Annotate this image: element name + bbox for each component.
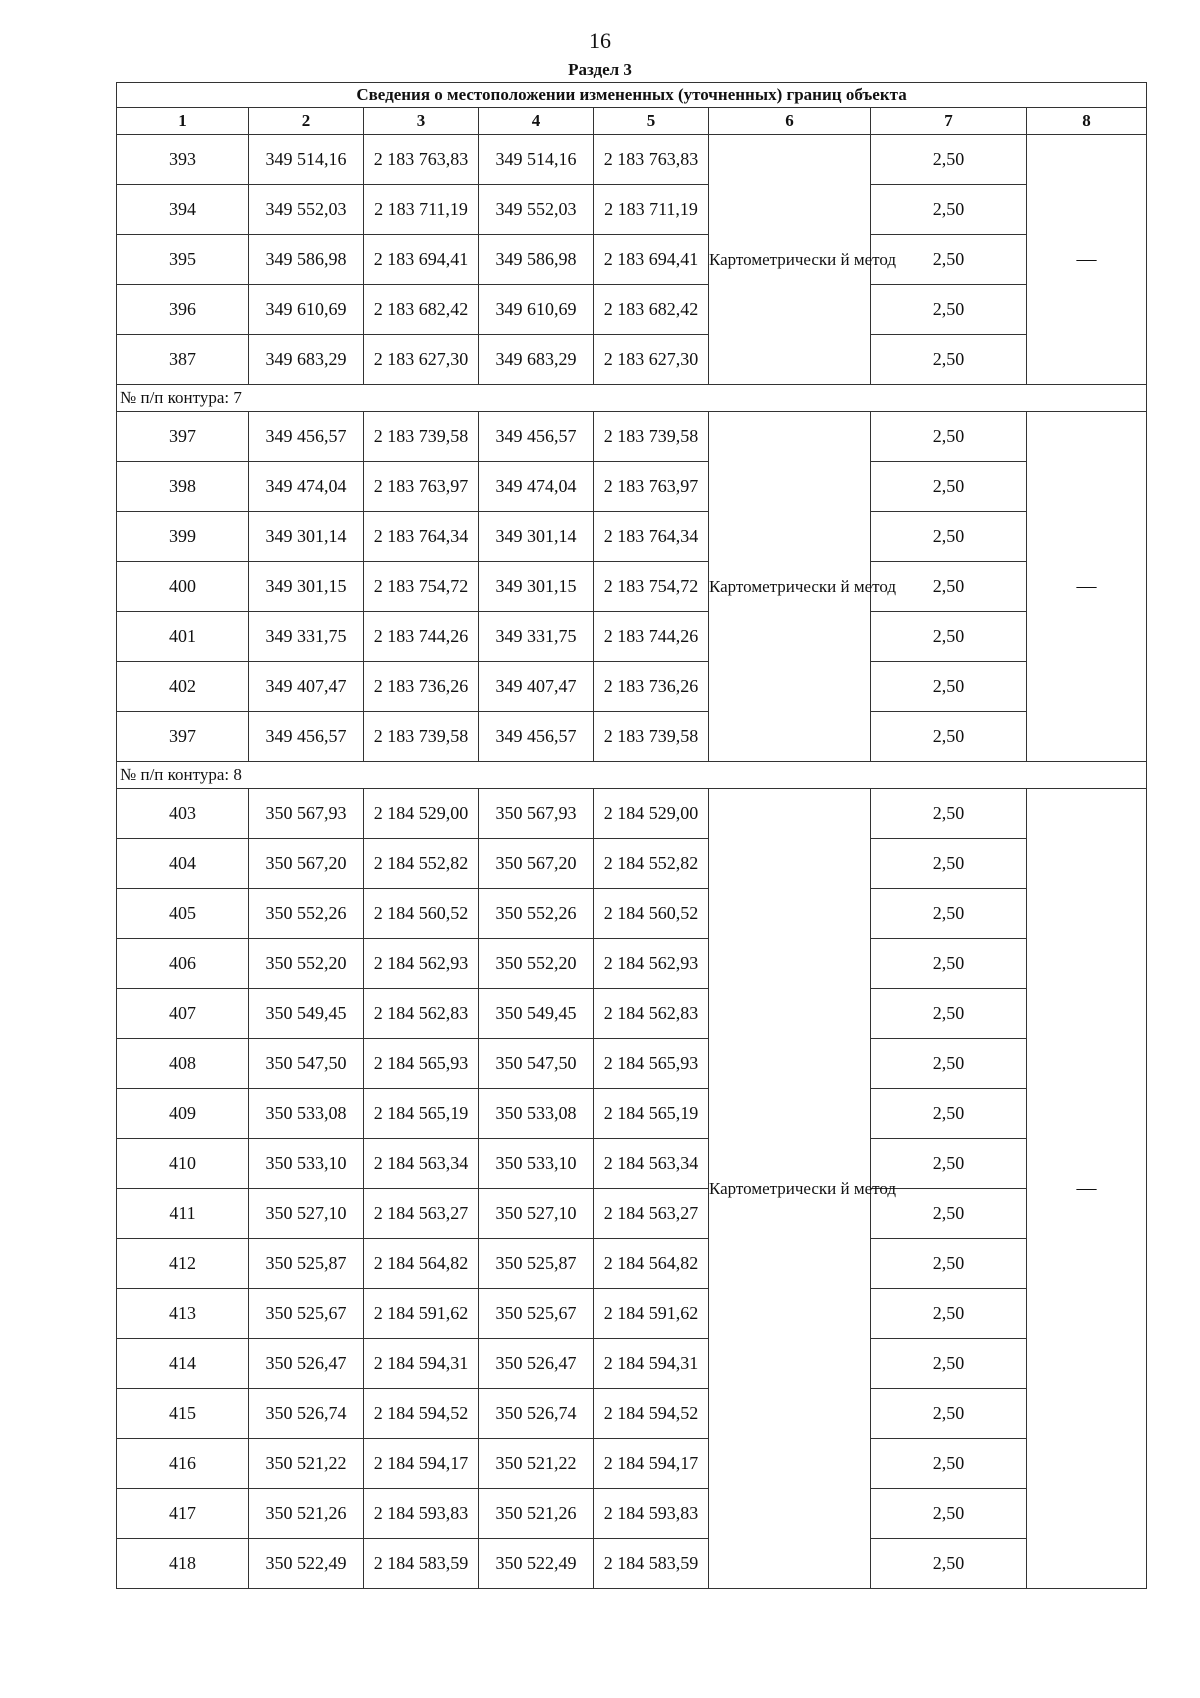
column-number: 2: [249, 108, 364, 135]
accuracy-cell: 2,50: [871, 235, 1027, 285]
table-row: [117, 462, 1147, 512]
point-number-cell: 417: [117, 1489, 249, 1539]
point-number-cell: 415: [117, 1389, 249, 1439]
description-cell: —: [1027, 412, 1147, 762]
y-coordinate-cell: 2 184 565,19: [364, 1089, 479, 1139]
y-coordinate-cell: 2 184 594,31: [364, 1339, 479, 1389]
y-coordinate-cell: 2 183 736,26: [594, 662, 709, 712]
y-coordinate-cell: 2 183 763,83: [594, 135, 709, 185]
table-row: [117, 1039, 1147, 1089]
table-row: [117, 1189, 1147, 1239]
y-coordinate-cell: 2 184 563,34: [364, 1139, 479, 1189]
accuracy-cell: 2,50: [871, 1539, 1027, 1589]
point-number-cell: 394: [117, 185, 249, 235]
accuracy-cell: 2,50: [871, 135, 1027, 185]
point-number-cell: 418: [117, 1539, 249, 1589]
x-coordinate-cell: 350 521,22: [249, 1439, 364, 1489]
y-coordinate-cell: 2 183 711,19: [594, 185, 709, 235]
description-cell: —: [1027, 135, 1147, 385]
table-row: [117, 1089, 1147, 1139]
y-coordinate-cell: 2 184 594,52: [364, 1389, 479, 1439]
x-coordinate-cell: 350 567,20: [479, 839, 594, 889]
y-coordinate-cell: 2 184 562,83: [594, 989, 709, 1039]
column-number: 6: [709, 108, 871, 135]
point-number-cell: 397: [117, 712, 249, 762]
table-row: [117, 789, 1147, 839]
x-coordinate-cell: 350 526,74: [249, 1389, 364, 1439]
y-coordinate-cell: 2 183 739,58: [364, 412, 479, 462]
accuracy-cell: 2,50: [871, 612, 1027, 662]
page-number: 16: [589, 28, 611, 53]
y-coordinate-cell: 2 183 754,72: [594, 562, 709, 612]
accuracy-cell: 2,50: [871, 1189, 1027, 1239]
y-coordinate-cell: 2 184 552,82: [364, 839, 479, 889]
x-coordinate-cell: 349 331,75: [479, 612, 594, 662]
y-coordinate-cell: 2 184 562,93: [364, 939, 479, 989]
point-number-cell: 414: [117, 1339, 249, 1389]
y-coordinate-cell: 2 183 739,58: [594, 712, 709, 762]
y-coordinate-cell: 2 184 591,62: [594, 1289, 709, 1339]
y-coordinate-cell: 2 184 594,52: [594, 1389, 709, 1439]
accuracy-cell: 2,50: [871, 1339, 1027, 1389]
x-coordinate-cell: 349 610,69: [249, 285, 364, 335]
accuracy-cell: 2,50: [871, 662, 1027, 712]
point-number-cell: 404: [117, 839, 249, 889]
table-row: [117, 562, 1147, 612]
table-row: [117, 135, 1147, 185]
y-coordinate-cell: 2 183 627,30: [364, 335, 479, 385]
point-number-cell: 387: [117, 335, 249, 385]
table-row: [117, 412, 1147, 462]
accuracy-cell: 2,50: [871, 1439, 1027, 1489]
accuracy-cell: 2,50: [871, 412, 1027, 462]
y-coordinate-cell: 2 183 763,97: [364, 462, 479, 512]
y-coordinate-cell: 2 183 763,97: [594, 462, 709, 512]
x-coordinate-cell: 350 525,87: [479, 1239, 594, 1289]
point-number-cell: 408: [117, 1039, 249, 1089]
point-number-cell: 397: [117, 412, 249, 462]
point-number-cell: 398: [117, 462, 249, 512]
method-cell: Картометрически й метод: [709, 135, 871, 385]
y-coordinate-cell: 2 184 560,52: [364, 889, 479, 939]
x-coordinate-cell: 349 586,98: [249, 235, 364, 285]
x-coordinate-cell: 350 525,67: [479, 1289, 594, 1339]
column-number: 4: [479, 108, 594, 135]
y-coordinate-cell: 2 184 552,82: [594, 839, 709, 889]
point-number-cell: 403: [117, 789, 249, 839]
table-row: [117, 989, 1147, 1039]
x-coordinate-cell: 350 525,87: [249, 1239, 364, 1289]
table-row: [117, 335, 1147, 385]
x-coordinate-cell: 349 456,57: [249, 412, 364, 462]
table-row: [117, 1439, 1147, 1489]
table-row: [117, 1339, 1147, 1389]
x-coordinate-cell: 349 552,03: [249, 185, 364, 235]
accuracy-cell: 2,50: [871, 1139, 1027, 1189]
y-coordinate-cell: 2 184 563,27: [594, 1189, 709, 1239]
accuracy-cell: 2,50: [871, 712, 1027, 762]
y-coordinate-cell: 2 183 763,83: [364, 135, 479, 185]
x-coordinate-cell: 350 526,74: [479, 1389, 594, 1439]
accuracy-cell: 2,50: [871, 889, 1027, 939]
x-coordinate-cell: 349 610,69: [479, 285, 594, 335]
y-coordinate-cell: 2 183 764,34: [364, 512, 479, 562]
y-coordinate-cell: 2 184 563,34: [594, 1139, 709, 1189]
y-coordinate-cell: 2 183 682,42: [594, 285, 709, 335]
boundary-table: [116, 82, 1147, 1589]
y-coordinate-cell: 2 184 563,27: [364, 1189, 479, 1239]
y-coordinate-cell: 2 184 593,83: [364, 1489, 479, 1539]
accuracy-cell: 2,50: [871, 839, 1027, 889]
accuracy-cell: 2,50: [871, 789, 1027, 839]
table-caption: Сведения о местоположении измененных (уточненных) границ объекта: [117, 83, 1147, 108]
y-coordinate-cell: 2 184 560,52: [594, 889, 709, 939]
x-coordinate-cell: 349 474,04: [479, 462, 594, 512]
point-number-cell: 402: [117, 662, 249, 712]
y-coordinate-cell: 2 183 694,41: [594, 235, 709, 285]
y-coordinate-cell: 2 184 529,00: [594, 789, 709, 839]
y-coordinate-cell: 2 183 736,26: [364, 662, 479, 712]
x-coordinate-cell: 349 456,57: [249, 712, 364, 762]
y-coordinate-cell: 2 184 594,31: [594, 1339, 709, 1389]
accuracy-cell: 2,50: [871, 1239, 1027, 1289]
point-number-cell: 413: [117, 1289, 249, 1339]
column-number: 5: [594, 108, 709, 135]
x-coordinate-cell: 350 521,26: [249, 1489, 364, 1539]
y-coordinate-cell: 2 183 744,26: [364, 612, 479, 662]
point-number-cell: 399: [117, 512, 249, 562]
x-coordinate-cell: 349 301,15: [479, 562, 594, 612]
table-row: [117, 712, 1147, 762]
x-coordinate-cell: 350 567,20: [249, 839, 364, 889]
accuracy-cell: 2,50: [871, 462, 1027, 512]
y-coordinate-cell: 2 183 739,58: [594, 412, 709, 462]
x-coordinate-cell: 350 547,50: [479, 1039, 594, 1089]
accuracy-cell: 2,50: [871, 989, 1027, 1039]
x-coordinate-cell: 349 331,75: [249, 612, 364, 662]
point-number-cell: 407: [117, 989, 249, 1039]
x-coordinate-cell: 350 526,47: [479, 1339, 594, 1389]
point-number-cell: 416: [117, 1439, 249, 1489]
method-cell: Картометрически й метод: [709, 789, 871, 1589]
accuracy-cell: 2,50: [871, 1389, 1027, 1439]
accuracy-cell: 2,50: [871, 939, 1027, 989]
point-number-cell: 411: [117, 1189, 249, 1239]
y-coordinate-cell: 2 183 682,42: [364, 285, 479, 335]
section-title: Раздел 3: [568, 60, 632, 79]
point-number-cell: 395: [117, 235, 249, 285]
y-coordinate-cell: 2 183 627,30: [594, 335, 709, 385]
point-number-cell: 401: [117, 612, 249, 662]
column-number: 7: [871, 108, 1027, 135]
table-row: [117, 662, 1147, 712]
y-coordinate-cell: 2 184 583,59: [594, 1539, 709, 1589]
description-cell: —: [1027, 789, 1147, 1589]
x-coordinate-cell: 350 549,45: [479, 989, 594, 1039]
x-coordinate-cell: 349 514,16: [479, 135, 594, 185]
x-coordinate-cell: 350 533,08: [249, 1089, 364, 1139]
y-coordinate-cell: 2 183 694,41: [364, 235, 479, 285]
column-number: 3: [364, 108, 479, 135]
x-coordinate-cell: 350 533,10: [479, 1139, 594, 1189]
table-row: [117, 839, 1147, 889]
x-coordinate-cell: 349 407,47: [479, 662, 594, 712]
contour-header-row: [117, 385, 1147, 412]
x-coordinate-cell: 350 547,50: [249, 1039, 364, 1089]
x-coordinate-cell: 349 456,57: [479, 412, 594, 462]
y-coordinate-cell: 2 184 594,17: [364, 1439, 479, 1489]
table-row: [117, 1139, 1147, 1189]
x-coordinate-cell: 349 301,14: [249, 512, 364, 562]
accuracy-cell: 2,50: [871, 285, 1027, 335]
x-coordinate-cell: 349 552,03: [479, 185, 594, 235]
x-coordinate-cell: 349 514,16: [249, 135, 364, 185]
y-coordinate-cell: 2 184 591,62: [364, 1289, 479, 1339]
x-coordinate-cell: 350 549,45: [249, 989, 364, 1039]
table-row: [117, 889, 1147, 939]
table-row: [117, 512, 1147, 562]
x-coordinate-cell: 350 552,20: [249, 939, 364, 989]
point-number-cell: 400: [117, 562, 249, 612]
point-number-cell: 396: [117, 285, 249, 335]
y-coordinate-cell: 2 184 583,59: [364, 1539, 479, 1589]
x-coordinate-cell: 350 527,10: [479, 1189, 594, 1239]
x-coordinate-cell: 350 522,49: [479, 1539, 594, 1589]
point-number-cell: 393: [117, 135, 249, 185]
table-row: [117, 1539, 1147, 1589]
y-coordinate-cell: 2 184 565,19: [594, 1089, 709, 1139]
x-coordinate-cell: 349 407,47: [249, 662, 364, 712]
table-caption-row: [117, 83, 1147, 108]
x-coordinate-cell: 350 522,49: [249, 1539, 364, 1589]
table-row: [117, 1389, 1147, 1439]
table-row: [117, 285, 1147, 335]
x-coordinate-cell: 350 533,08: [479, 1089, 594, 1139]
table-row: [117, 1289, 1147, 1339]
y-coordinate-cell: 2 183 764,34: [594, 512, 709, 562]
y-coordinate-cell: 2 184 565,93: [364, 1039, 479, 1089]
x-coordinate-cell: 349 683,29: [249, 335, 364, 385]
x-coordinate-cell: 349 456,57: [479, 712, 594, 762]
point-number-cell: 412: [117, 1239, 249, 1289]
y-coordinate-cell: 2 184 562,93: [594, 939, 709, 989]
y-coordinate-cell: 2 184 593,83: [594, 1489, 709, 1539]
table-row: [117, 612, 1147, 662]
x-coordinate-cell: 350 567,93: [479, 789, 594, 839]
point-number-cell: 410: [117, 1139, 249, 1189]
x-coordinate-cell: 350 552,26: [249, 889, 364, 939]
y-coordinate-cell: 2 183 744,26: [594, 612, 709, 662]
y-coordinate-cell: 2 184 562,83: [364, 989, 479, 1039]
accuracy-cell: 2,50: [871, 512, 1027, 562]
x-coordinate-cell: 349 301,15: [249, 562, 364, 612]
accuracy-cell: 2,50: [871, 562, 1027, 612]
y-coordinate-cell: 2 183 739,58: [364, 712, 479, 762]
x-coordinate-cell: 350 521,26: [479, 1489, 594, 1539]
x-coordinate-cell: 350 533,10: [249, 1139, 364, 1189]
table-row: [117, 939, 1147, 989]
table-row: [117, 185, 1147, 235]
y-coordinate-cell: 2 183 711,19: [364, 185, 479, 235]
accuracy-cell: 2,50: [871, 335, 1027, 385]
contour-header-row: [117, 762, 1147, 789]
contour-label: № п/п контура: 7: [117, 385, 1147, 412]
accuracy-cell: 2,50: [871, 1489, 1027, 1539]
x-coordinate-cell: 350 567,93: [249, 789, 364, 839]
x-coordinate-cell: 350 527,10: [249, 1189, 364, 1239]
y-coordinate-cell: 2 184 564,82: [594, 1239, 709, 1289]
table-row: [117, 1239, 1147, 1289]
column-number: 1: [117, 108, 249, 135]
point-number-cell: 406: [117, 939, 249, 989]
x-coordinate-cell: 350 521,22: [479, 1439, 594, 1489]
contour-label: № п/п контура: 8: [117, 762, 1147, 789]
method-cell: Картометрически й метод: [709, 412, 871, 762]
point-number-cell: 405: [117, 889, 249, 939]
table-row: [117, 235, 1147, 285]
table-row: [117, 1489, 1147, 1539]
x-coordinate-cell: 349 683,29: [479, 335, 594, 385]
column-number-row: [117, 108, 1147, 135]
x-coordinate-cell: 349 301,14: [479, 512, 594, 562]
point-number-cell: 409: [117, 1089, 249, 1139]
x-coordinate-cell: 350 525,67: [249, 1289, 364, 1339]
accuracy-cell: 2,50: [871, 1289, 1027, 1339]
y-coordinate-cell: 2 184 594,17: [594, 1439, 709, 1489]
y-coordinate-cell: 2 184 565,93: [594, 1039, 709, 1089]
x-coordinate-cell: 350 552,20: [479, 939, 594, 989]
y-coordinate-cell: 2 184 529,00: [364, 789, 479, 839]
accuracy-cell: 2,50: [871, 1039, 1027, 1089]
y-coordinate-cell: 2 184 564,82: [364, 1239, 479, 1289]
accuracy-cell: 2,50: [871, 1089, 1027, 1139]
x-coordinate-cell: 349 586,98: [479, 235, 594, 285]
x-coordinate-cell: 349 474,04: [249, 462, 364, 512]
accuracy-cell: 2,50: [871, 185, 1027, 235]
column-number: 8: [1027, 108, 1147, 135]
x-coordinate-cell: 350 526,47: [249, 1339, 364, 1389]
x-coordinate-cell: 350 552,26: [479, 889, 594, 939]
y-coordinate-cell: 2 183 754,72: [364, 562, 479, 612]
